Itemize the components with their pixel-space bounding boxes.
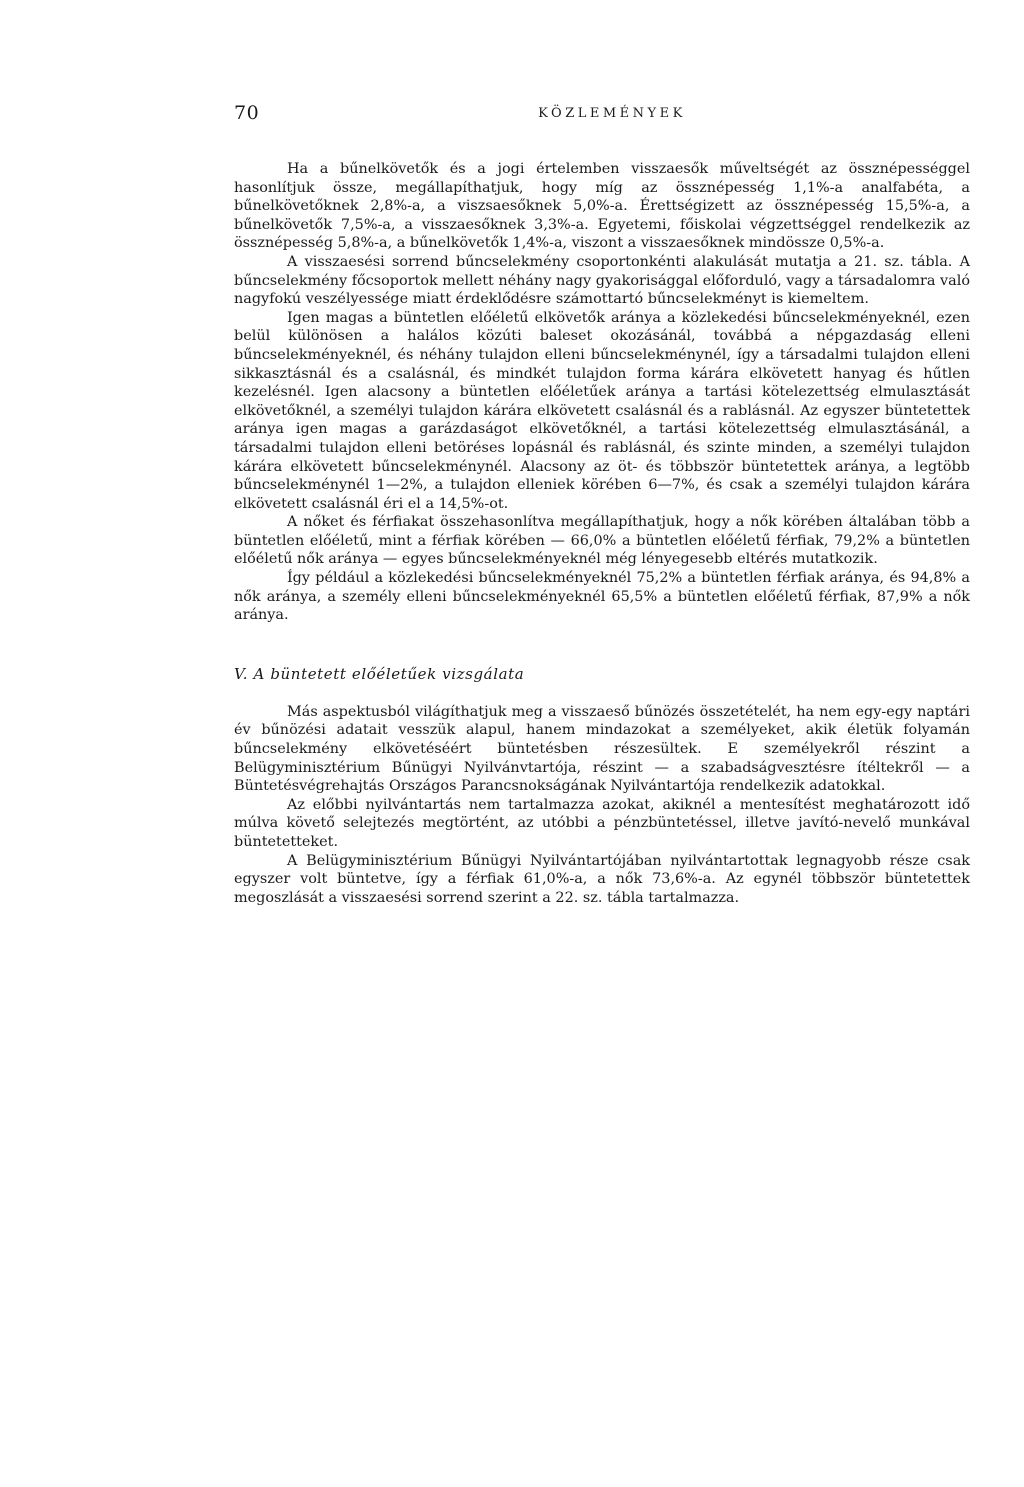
paragraph: A nőket és férfiakat összehasonlítva megállapíthatjuk, hogy a nők körében általában több a büntetlen előéletű, mint a férfiak körében — 66,0% a büntetlen előéletű férfiak, 79,2% a büntetlen előéletű nők aránya — egyes bűncselekményeknél még lényegesebb eltérés mutatkozik.	[234, 514, 970, 568]
paragraph: Az előbbi nyilvántartás nem tartalmazza azokat, akiknél a mentesítést meghatározott idő múlva követő selejtezés megtörtént, az utóbbi a pénzbüntetéssel, illetve javító-nevelő munkával büntetetteket.	[234, 796, 970, 850]
paragraph: Ha a bűnelkövetők és a jogi értelemben visszaesők műveltségét az össznépességgel hasonlítjuk össze, megállapíthatjuk, hogy míg az össznépesség 1,1%-a analfabéta, a bűnelkövetőknek 2,8%-a, a viszsaesőknek 5,0%-a. Érettségizett az össznépesség 15,5%-a, a bűnelkövetők 7,5%-a, a visszaesőknek 3,3%-a. Egyetemi, főiskolai végzettséggel rendelkezik az össznépesség 5,8%-a, a bűnelkövetők 1,4%-a, viszont a visszaesőknek mindössze 0,5%-a.	[234, 161, 970, 252]
paragraph: A visszaesési sorrend bűncselekmény csoportonkénti alakulását mutatja a 21. sz. tábla. A bűncselekmény főcsoportok mellett néhány nagy gyakorisággal előforduló, vagy a társadalomra való nagyfokú veszélyessége miatt érdeklődésre számottartó bűncselekményt is kiemeltem.	[234, 253, 970, 308]
document-page	[234, 96, 970, 907]
paragraph: Más aspektusból világíthatjuk meg a visszaeső bűnözés összetételét, ha nem egy-egy naptári év bűnözési adatait vesszük alapul, hanem mindazokat a személyeket, akik életük folyamán bűncselekmény elkövetéséért büntetésben részesültek. E személyekről részint a Belügyminisztérium Bűnügyi Nyilvánvtartója, részint — a szabadságvesztésre ítéltekről — a Büntetésvégrehajtás Országos Parancsnokságának Nyilvántartója rendelkezik adatokkal.	[234, 703, 970, 795]
paragraph: A Belügyminisztérium Bűnügyi Nyilvántartójában nyilvántartottak legnagyobb része csak egyszer volt büntetve, így a férfiak 61,0%-a, a nők 73,6%-a. Az egynél többször büntetettek megoszlását a visszaesési sorrend szerint a 22. sz. tábla tartalmazza.	[234, 852, 970, 906]
paragraph: Így például a közlekedési bűncselekményeknél 75,2% a büntetlen férfiak aránya, és 94,8% a nők aránya, a személy elleni bűncselekményeknél 65,5% a büntetlen előéletű férfiak, 87,9% a nők aránya.	[234, 570, 970, 624]
running-head: KÖZLEMÉNYEK	[538, 106, 686, 121]
section-body	[234, 160, 970, 625]
page-number: 70	[234, 102, 260, 124]
paragraph: Igen magas a büntetlen előéletű elkövetők aránya a közlekedési bűncselekményeknél, ezen belül különösen a halálos közúti baleset okozásánál, továbbá a népgazdaság elleni bűncselekményeknél, és néhány tulajdon elleni bűncselekménynél, így a társadalmi tulajdon elleni sikkasztásnál és a csalásnál, és mindkét tulajdon forma kárára elkövetett hanyag és hűtlen kezelésnél. Igen alacsony a büntetlen előéletűek aránya a tartási kötelezettség elmulasztását elkövetőknél, a személyi tulajdon kárára elkövetett csalásnál és a rablásnál. Az egyszer büntetettek aránya igen magas a garázdaságot elkövetőknél, a tartási kötelezettség elmulasztásánál, a társadalmi tulajdon elleni betöréses lopásnál és rablásnál, és szinte minden, a személyi tulajdon kárára elkövetett bűncselekménynél. Alacsony az öt- és többször büntetettek aránya, a legtöbb bűncselekménynél 1—2%, a tulajdon elleniek körében 6—7%, és csak a személyi tulajdon kárára elkövetett csalásnál éri el a 14,5%-ot.	[234, 309, 970, 512]
page-header	[234, 96, 970, 136]
section-body	[234, 703, 970, 908]
section-heading: V. A büntetett előéletűek vizsgálata	[234, 664, 525, 683]
